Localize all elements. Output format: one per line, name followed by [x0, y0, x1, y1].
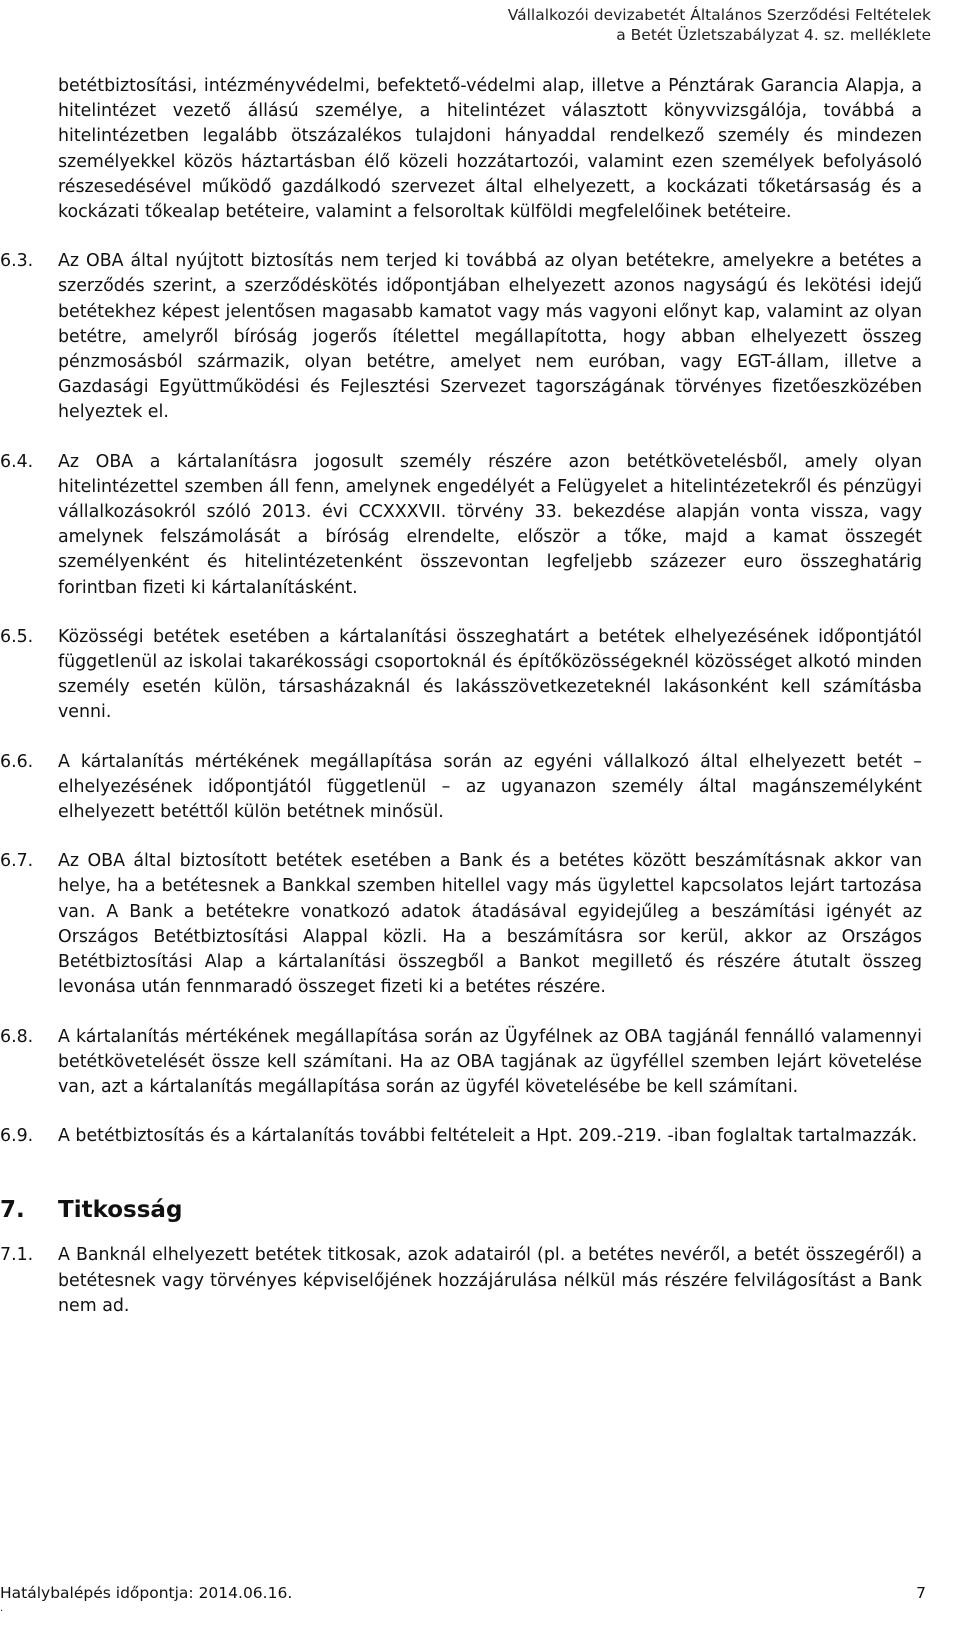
clause-text: Közösségi betétek esetében a kártalanítási összeghatárt a betétek elhelyezésének időpontjától függetlenül az iskolai takarékossági csoportoknál és építőközösségeknél közösséget alkotó minden személy esetén külön, társasházaknál és lakásszövetkezeteknél lakásonként kell számításba venni.	[58, 626, 922, 723]
clause-number: 6.8.	[0, 1026, 34, 1047]
clause-number: 6.5.	[0, 626, 34, 647]
clause-number: 6.9.	[0, 1126, 34, 1147]
clause-6-4	[0, 450, 922, 601]
clause-6-9	[0, 1124, 922, 1149]
clause-6-5	[0, 625, 922, 726]
clause-text: A betétbiztosítás és a kártalanítás további feltételeit a Hpt. 209.-219. -iban foglaltak tartalmazzák.	[58, 1126, 918, 1147]
clause-number: 7.1.	[0, 1245, 34, 1266]
clause-6-6	[0, 750, 922, 826]
document-body	[0, 74, 960, 1319]
clause-number: 6.4.	[0, 451, 34, 472]
clause-number: 6.3.	[0, 251, 34, 272]
clause-number: 6.7.	[0, 851, 34, 872]
section-number: 7.	[0, 1197, 25, 1224]
clause-6-8	[0, 1025, 922, 1101]
effective-date: Hatálybalépés időpontja: 2014.06.16.	[0, 1584, 293, 1602]
clause-text: A kártalanítás mértékének megállapítása során az Ügyfélnek az OBA tagjánál fennálló valamennyi betétkövetelését össze kell számítani. Ha az OBA tagjának az ügyféllel szemben lejárt követelése van, azt a kártalanítás megállapítása során az ügyfél követelésébe be kell számítani.	[58, 1026, 922, 1097]
header-title: Vállalkozói devizabetét Általános Szerződési Feltételek	[507, 6, 931, 24]
header-subtitle: a Betét Üzletszabályzat 4. sz. melléklete	[616, 26, 931, 44]
clause-text: A Banknál elhelyezett betétek titkosak, azok adatairól (pl. a betétes nevéről, a betét összegéről) a betétesnek vagy törvényes képviselőjének hozzájárulása nélkül más részére felvilágosítást a Bank nem ad.	[58, 1245, 922, 1316]
section-heading	[0, 1195, 922, 1225]
clause-text: Az OBA által biztosított betétek esetében a Bank és a betétes között beszámításnak akkor van helye, ha a betétesnek a Bankkal szemben hitellel vagy más ügylettel kapcsolatos lejárt tartozása van. A Bank a betétekre vonatkozó adatok átadásával egyidejűleg a beszámítási igényét az Országos Betétbiztosítási Alappal közli. Ha a beszámításra sor kerül, akkor az Országos Betétbiztosítási Alap a kártalanítási összegből a Bankot megillető és részére átutalt összeg levonása után fennmaradó összeget fizeti ki a betétes részére.	[58, 851, 922, 998]
clause-number: 6.6.	[0, 751, 34, 772]
footer-dot: .	[0, 1603, 4, 1614]
page-header	[508, 5, 931, 45]
clause-7-1	[0, 1243, 922, 1319]
page-number: 7	[916, 1584, 926, 1602]
intro-paragraph: betétbiztosítási, intézményvédelmi, befektető-védelmi alap, illetve a Pénztárak Garancia Alapja, a hitelintézet vezető állású személye, a hitelintézet választott könyvvizsgálója, továbbá a hitelintézetben legalább ötszázalékos tulajdoni hányaddal rendelkező személy és mindezen személyekkel közös háztartásban élő közeli hozzátartozói, valamint ezen személyek befolyásoló részesedésével működő gazdálkodó szervezet által elhelyezett, a kockázati tőketársaság és a kockázati tőkealap betéteire, valamint a felsoroltak külföldi megfelelőinek betéteire.	[58, 76, 922, 223]
clause-text: Az OBA által nyújtott biztosítás nem terjed ki továbbá az olyan betétekre, amelyekre a betétes a szerződés szerint, a szerződéskötés időpontjában elhelyezett azonos nagyságú és lekötési idejű betétekhez képest jelentősen magasabb kamatot vagy más vagyoni előnyt kap, valamint az olyan betétre, amelyről bíróság jogerős ítélettel megállapította, hogy abban elhelyezett összeg pénzmosásból származik, olyan betétre, amelyet nem euróban, vagy EGT-állam, illetve a Gazdasági Együttműködési és Fejlesztési Szervezet tagországának törvényes fizetőeszközében helyeztek el.	[58, 251, 922, 423]
clause-text: A kártalanítás mértékének megállapítása során az egyéni vállalkozó által elhelyezett betét – elhelyezésének időpontjától függetlenül – az ugyanazon személy által magánszemélyként elhelyezett betéttől külön betétnek minősül.	[58, 751, 922, 823]
clause-6-3	[0, 249, 922, 425]
clause-text: Az OBA a kártalanításra jogosult személy részére azon betétkövetelésből, amely olyan hitelintézettel szemben áll fenn, amelynek engedélyét a Felügyelet a hitelintézetekről és pénzügyi vállalkozásokról szóló 2013. évi CCXXXVII. törvény 33. bekezdése alapján vonta vissza, vagy amelynek felszámolását a bíróság elrendelte, először a tőke, majd a kamat összegét személyenként és hitelintézetenként összevontan legfeljebb százezer euro összeghatárig forintban fizeti ki kártalanításként.	[58, 451, 922, 598]
section-title: Titkosság	[58, 1197, 183, 1224]
clause-6-7	[0, 849, 922, 1000]
